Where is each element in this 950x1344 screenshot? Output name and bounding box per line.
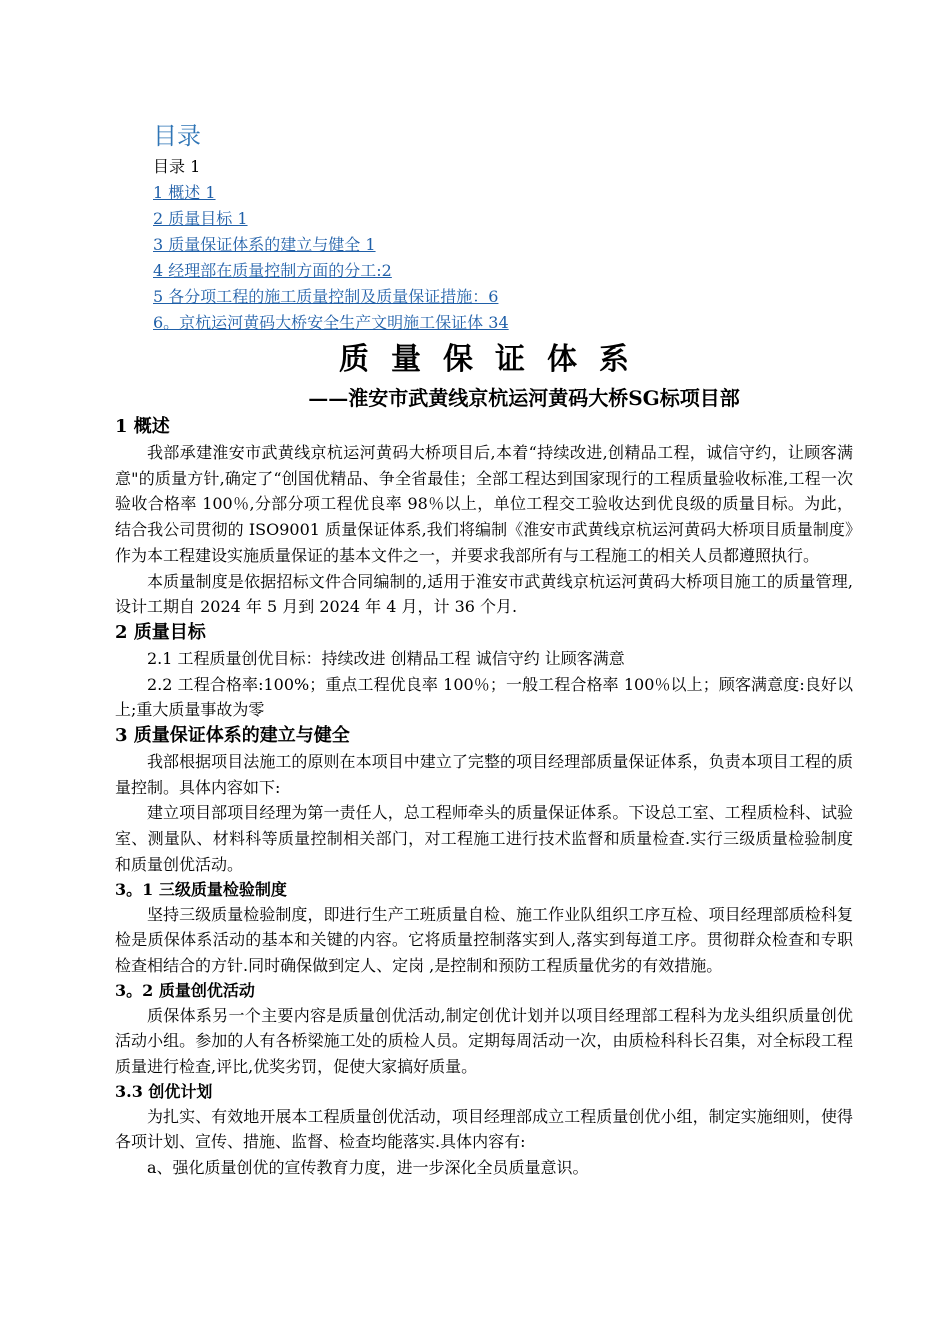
toc-subheading: 目录 1 bbox=[153, 157, 201, 176]
subsection-heading: 3.3 创优计划 bbox=[115, 1081, 213, 1101]
subsection-heading: 3。2 质量创优活动 bbox=[115, 980, 255, 1000]
toc-heading: 目录 bbox=[153, 122, 201, 150]
paragraph: 2.2 工程合格率:100%；重点工程优良率 100％；一般工程合格率 100％以上；顾客满意度:良好以上;重大质量事故为零 bbox=[115, 674, 853, 720]
document-title: 质量保证体系 bbox=[339, 342, 651, 377]
paragraph: 我部承建淮安市武黄线京杭运河黄码大桥项目后,本着“持续改进,创精品工程，诚信守约，让顾客满意"的质量方针,确定了“创国优精品、争全省最佳；全部工程达到国家现行的工程质量验收标准,工程一次验收合格率 100％,分部分项工程优良率 98％以上，单位工程交工验收达到优良级的质量目标。为此，结合我公司贯彻的 ISO9001 质量保证体系,我们将编制《淮安市武黄线京杭运河黄码大桥项目质量制度》作为本工程建设实施质量保证的基本文件之一，并要求我部所有与工程施工的相关人员都遵照执行。 bbox=[115, 443, 853, 565]
document-page bbox=[115, 118, 853, 1181]
paragraph: 本质量制度是依据招标文件合同编制的,适用于淮安市武黄线京杭运河黄码大桥项目施工的质量管理,设计工期自 2024 年 5 月到 2024 年 4 月，计 36 个月. bbox=[115, 571, 853, 617]
toc-link-safety-guarantee[interactable]: 6。京杭运河黄码大桥安全生产文明施工保证体 34 bbox=[153, 313, 509, 332]
paragraph: 我部根据项目法施工的原则在本项目中建立了完整的项目经理部质量保证体系，负责本项目工程的质量控制。具体内容如下: bbox=[115, 752, 853, 797]
list-item: a、强化质量创优的宣传教育力度，进一步深化全员质量意识。 bbox=[147, 1158, 589, 1178]
subsection-heading: 3。1 三级质量检验制度 bbox=[115, 879, 287, 899]
section-heading: 1 概述 bbox=[115, 416, 170, 437]
document-subtitle: ——淮安市武黄线京杭运河黄码大桥SG标项目部 bbox=[308, 386, 740, 410]
section-quality-goal bbox=[115, 620, 853, 723]
toc-link-division-of-work[interactable]: 4 经理部在质量控制方面的分工:2 bbox=[153, 261, 392, 280]
paragraph: 2.1 工程质量创优目标：持续改进 创精品工程 诚信守约 让顾客满意 bbox=[147, 648, 625, 668]
paragraph: 质保体系另一个主要内容是质量创优活动,制定创优计划并以项目经理部工程科为龙头组织质量创优活动小组。参加的人有各桥梁施工处的质检人员。定期每周活动一次，由质检科科长召集，对全标段工程质量进行检查,评比,优奖劣罚，促使大家搞好质量。 bbox=[115, 1005, 853, 1077]
toc-link-quality-goal[interactable]: 2 质量目标 1 bbox=[153, 209, 248, 228]
section-heading: 3 质量保证体系的建立与健全 bbox=[115, 725, 350, 747]
paragraph: 建立项目部项目经理为第一责任人，总工程师牵头的质量保证体系。下设总工室、工程质检科、试验室、测量队、材料科等质量控制相关部门，对工程施工进行技术监督和质量检查.实行三级质量检验制度和质量创优活动。 bbox=[115, 803, 853, 874]
section-quality-system bbox=[115, 723, 853, 1181]
table-of-contents bbox=[153, 118, 853, 336]
section-heading: 2 质量目标 bbox=[115, 621, 206, 643]
section-overview bbox=[115, 414, 853, 620]
toc-link-overview[interactable]: 1 概述 1 bbox=[153, 183, 216, 202]
paragraph: 为扎实、有效地开展本工程质量创优活动，项目经理部成立工程质量创优小组，制定实施细则，使得各项计划、宣传、措施、监督、检查均能落实.具体内容有: bbox=[115, 1106, 853, 1152]
toc-link-subitem-quality-control[interactable]: 5 各分项工程的施工质量控制及质量保证措施：6 bbox=[153, 287, 499, 306]
paragraph: 坚持三级质量检验制度，即进行生产工班质量自检、施工作业队组织工序互检、项目经理部质检科复检是质保体系活动的基本和关键的内容。它将质量控制落实到人,落实到每道工序。贯彻群众检查和专职检查相结合的方针.同时确保做到定人、定岗 ,是控制和预防工程质量优劣的有效措施。 bbox=[115, 904, 853, 975]
toc-link-quality-system[interactable]: 3 质量保证体系的建立与健全 1 bbox=[153, 235, 376, 254]
